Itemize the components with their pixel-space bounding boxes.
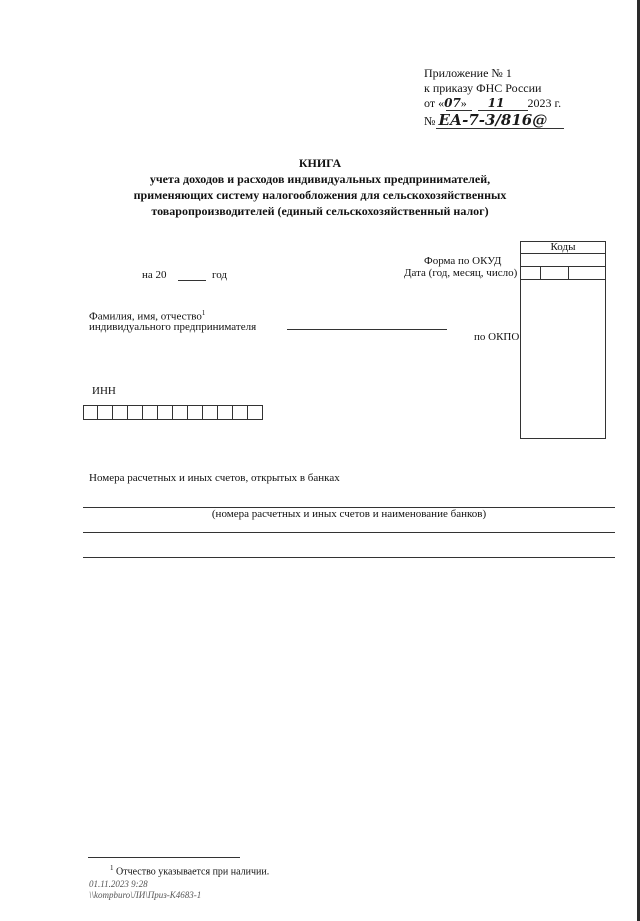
inn-cell: [98, 405, 113, 420]
inn-cell: [128, 405, 143, 420]
year-suffix: год: [212, 269, 228, 281]
bank-caption: (номера расчетных и иных счетов и наименование банков): [211, 508, 487, 520]
inn-cell: [158, 405, 173, 420]
order-date-line: [424, 96, 574, 111]
title-line-2: применяющих систему налогообложения для сельскохозяйственных: [133, 188, 507, 202]
bank-label: Номера расчетных и иных счетов, открытых в банках: [89, 472, 340, 484]
okpo-label: по ОКПО: [474, 331, 520, 343]
inn-label: ИНН: [92, 385, 116, 397]
inn-cell: [188, 405, 203, 420]
name-field-underline: [287, 329, 447, 330]
number-prefix: №: [424, 114, 436, 128]
date-prefix: от «: [424, 96, 445, 110]
inn-cell: [83, 405, 98, 420]
title-main: КНИГА: [298, 156, 342, 170]
footnote-mark: 1: [110, 864, 114, 872]
inn-cell: [233, 405, 248, 420]
codes-header-divider: [520, 253, 606, 254]
inn-cells: [83, 405, 263, 420]
order-label: к приказу ФНС России: [424, 81, 542, 95]
codes-box: [520, 241, 606, 439]
inn-cell: [203, 405, 218, 420]
codes-okud-divider: [520, 266, 606, 267]
year-prefix: на 20: [142, 269, 167, 281]
codes-date-sep-2: [568, 266, 569, 279]
name-label-2: индивидуального предпринимателя: [89, 321, 257, 333]
footer-path: \\kompburo\ЛИ\Приз-К4683-1: [89, 890, 202, 900]
inn-cell: [248, 405, 263, 420]
footnote: [110, 864, 269, 877]
appendix-label: Приложение № 1: [424, 66, 512, 80]
year-underline: [178, 280, 206, 281]
number-underline: [436, 128, 564, 129]
inn-cell: [173, 405, 188, 420]
footnote-separator: [88, 857, 240, 858]
date-month: 11: [487, 96, 505, 110]
title-line-3: товаропроизводителей (единый сельскохозяйственный налог): [151, 204, 489, 218]
date-mid: »: [460, 96, 467, 110]
inn-cell: [113, 405, 128, 420]
name-label-text: Фамилия, имя, отчество: [89, 310, 202, 323]
title-line-1: учета доходов и расходов индивидуальных предпринимателей,: [149, 172, 491, 186]
date-year: 2023 г.: [527, 96, 562, 110]
name-footnote-mark: 1: [201, 309, 206, 317]
codes-date-sep-1: [540, 266, 541, 279]
order-number-line: [424, 111, 547, 129]
inn-cell: [143, 405, 158, 420]
inn-cell: [218, 405, 233, 420]
okud-label: Форма по ОКУД: [424, 255, 502, 267]
bank-line-2: [83, 532, 615, 533]
footer-timestamp: 01.11.2023 9:28: [89, 879, 148, 889]
codes-header: Коды: [550, 241, 576, 253]
footnote-text: Отчество указывается при наличии.: [116, 866, 270, 878]
number-value: ЕА-7-3/816@: [438, 111, 548, 129]
bank-line-3: [83, 557, 615, 558]
date-label: Дата (год, месяц, число): [404, 267, 518, 279]
codes-date-divider: [520, 279, 606, 280]
date-day: 07: [444, 96, 461, 110]
